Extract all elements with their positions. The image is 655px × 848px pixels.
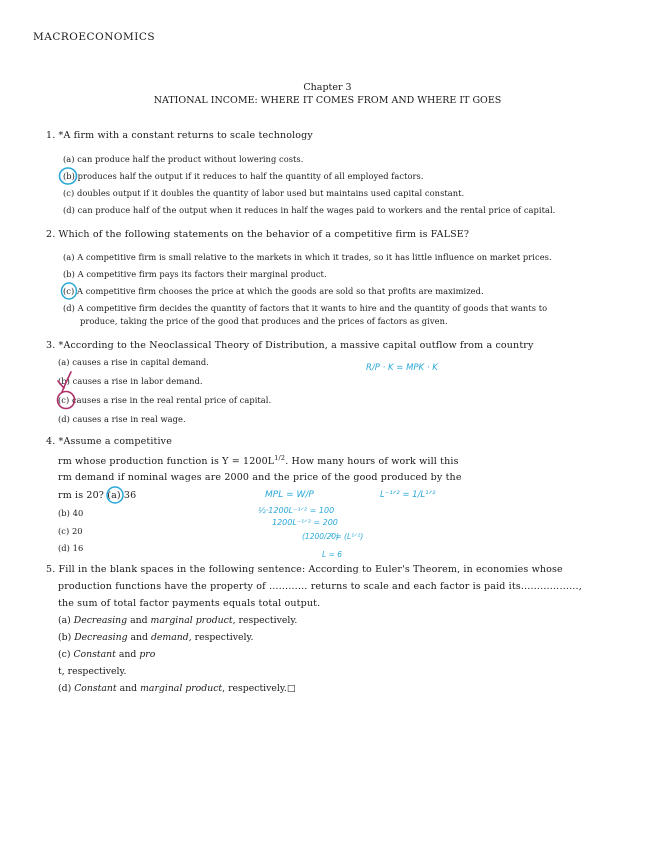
q2-option-b[interactable]: [63, 269, 327, 279]
question-1: [46, 130, 313, 141]
question-2: [46, 229, 469, 240]
option-label: (c): [58, 526, 70, 536]
option-text: A competitive firm decides the quantity of factors that it wants to hire and the quantity of goods that wants to: [77, 303, 548, 313]
q4-note-eq3b: ² = (L¹ᐟ²): [330, 532, 364, 541]
q5-option-a[interactable]: (a) Decreasing and marginal product, respectively.: [58, 615, 298, 626]
question-3: [46, 340, 534, 351]
option-text: can produce half the product without lowering costs.: [77, 154, 304, 164]
chapter-number: Chapter 3: [303, 82, 352, 93]
q1-option-b[interactable]: [63, 171, 424, 181]
q4-note-l-identity: L⁻¹ᐟ² = 1/L¹ᐟ²: [380, 490, 436, 500]
option-text: 36: [123, 490, 137, 501]
course-header: MACROECONOMICS: [33, 31, 156, 43]
option-text: A competitive firm pays its factors their marginal product.: [77, 269, 327, 279]
q3-note: R/P · K = MPK · K: [366, 363, 438, 373]
question-number: 1.: [46, 130, 56, 141]
q1-option-a[interactable]: [63, 154, 303, 164]
option-label: (b): [63, 269, 75, 279]
end-of-document-mark: □: [286, 683, 296, 694]
option-text: produces half the output if it reduces to half the quantity of all employed factors.: [77, 171, 424, 181]
option-label: (c): [63, 188, 75, 198]
question-text: *A firm with a constant returns to scale technology: [58, 130, 313, 141]
option-text: 40: [72, 508, 84, 518]
option-text: A competitive firm chooses the price at which the goods are sold so that profits are maximized.: [76, 286, 484, 296]
q3-option-d[interactable]: [58, 414, 186, 424]
option-text: causes a rise in capital demand.: [72, 357, 209, 367]
q5-line-2: production functions have the property of ………… returns to scale and each factor is paid its………………,: [58, 581, 582, 592]
q1-option-c[interactable]: [63, 188, 464, 198]
question-number: 5.: [46, 564, 56, 575]
q5-option-c[interactable]: (c) Constant and pro: [58, 649, 156, 660]
option-label: (a): [58, 357, 70, 367]
option-label: (c): [58, 395, 70, 405]
option-text: can produce half of the output when it reduces in half the wages paid to workers and the rental price of capital.: [77, 205, 556, 215]
option-label: (d): [63, 205, 75, 215]
q3-option-c[interactable]: [58, 395, 271, 405]
q3-option-b[interactable]: [58, 376, 203, 386]
question-text: Fill in the blank spaces in the following sentence: According to Euler's Theorem, in economies whose: [58, 564, 563, 575]
q4-option-c[interactable]: [58, 526, 83, 536]
option-label: (d): [63, 303, 75, 313]
option-text: causes a rise in real wage.: [72, 414, 186, 424]
option-label: (b): [58, 376, 70, 386]
option-label: (b): [58, 508, 70, 518]
option-text: 20: [71, 526, 83, 536]
question-number: 4.: [46, 436, 56, 447]
question-5: [46, 564, 563, 575]
option-label: (d): [58, 414, 70, 424]
option-text: doubles output if it doubles the quantity of labor used but maintains used capital constant.: [76, 188, 465, 198]
option-label: (c): [63, 286, 75, 296]
q4-line-3: rm demand if nominal wages are 2000 and the price of the good produced by the: [58, 472, 462, 483]
option-text: 16: [72, 543, 84, 553]
q2-option-d[interactable]: [63, 303, 547, 313]
q4-line-2: rm whose production function is $Y = 1200L^{1/2}$. How many hours of work will this: [58, 454, 459, 468]
question-text: Which of the following statements on the behavior of a competitive firm is FALSE?: [58, 229, 470, 240]
chapter-title: NATIONAL INCOME: WHERE IT COMES FROM AND WHERE IT GOES: [153, 95, 502, 106]
q4-line-4: rm is 20? (a) 36: [58, 490, 137, 501]
q4-note-eq3a: (1200/20): [302, 532, 340, 541]
q4-option-a[interactable]: [107, 490, 136, 501]
q5-option-d[interactable]: (d) Constant and marginal product, respectively.□: [58, 683, 296, 694]
q4-option-d[interactable]: [58, 543, 83, 553]
q4-note-eq1: ½·1200L⁻¹ᐟ² = 100: [258, 506, 335, 515]
question-number: 2.: [46, 229, 56, 240]
q4-note-eq2: 1200L⁻¹ᐟ² = 200: [272, 518, 338, 527]
question-number: 3.: [46, 340, 56, 351]
option-label: (a): [107, 490, 121, 501]
q4-note-mpl: MPL = W/P: [265, 490, 314, 500]
option-label: (d): [58, 543, 70, 553]
q5-option-c-continued: t, respectively.: [58, 666, 127, 677]
option-label: (a): [63, 252, 75, 262]
option-label: (a): [63, 154, 75, 164]
option-text: causes a rise in labor demand.: [72, 376, 203, 386]
option-text: A competitive firm is small relative to the markets in which it trades, so it has little influence on market prices.: [77, 252, 552, 262]
q4-option-b[interactable]: [58, 508, 83, 518]
option-text: causes a rise in the real rental price of capital.: [71, 395, 272, 405]
q5-line-3: the sum of total factor payments equals total output.: [58, 598, 321, 609]
q4-note-eq4: L = 6: [322, 550, 343, 559]
question-text: *Assume a competitive: [58, 436, 172, 447]
q2-option-c[interactable]: [63, 286, 484, 296]
q2-option-d-continued: produce, taking the price of the good that produces and the prices of factors as given.: [80, 316, 448, 326]
q1-option-d[interactable]: [63, 205, 555, 215]
q2-option-a[interactable]: [63, 252, 552, 262]
q3-option-a[interactable]: [58, 357, 209, 367]
q5-option-b[interactable]: (b) Decreasing and demand, respectively.: [58, 632, 254, 643]
question-text: *According to the Neoclassical Theory of Distribution, a massive capital outflow from a country: [58, 340, 534, 351]
question-4: [46, 436, 172, 447]
option-label: (b): [63, 171, 75, 181]
